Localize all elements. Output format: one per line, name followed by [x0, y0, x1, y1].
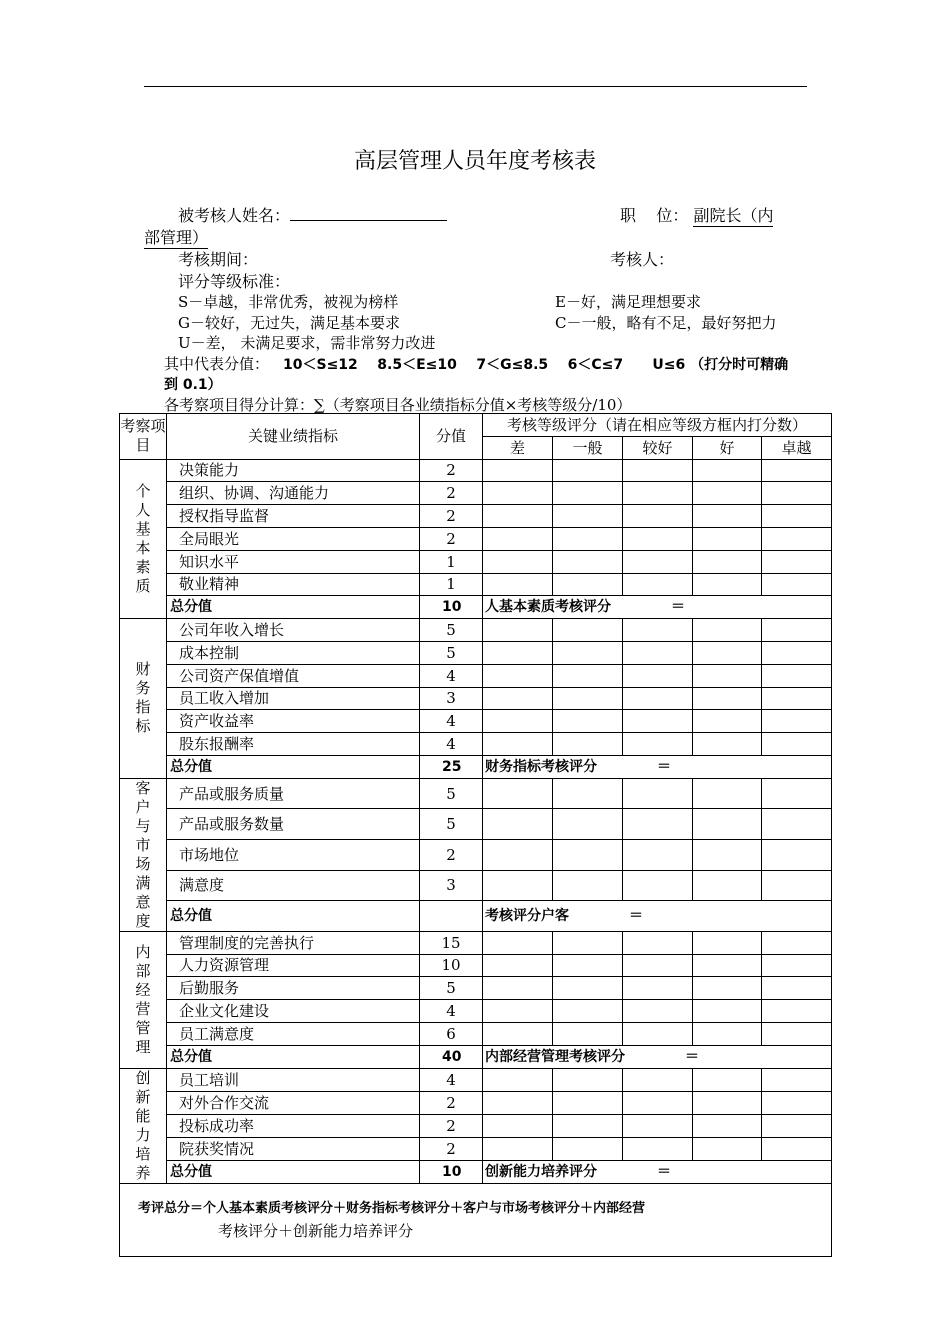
- grade-input-cell[interactable]: [483, 809, 553, 840]
- grade-input-cell[interactable]: [623, 1000, 693, 1023]
- grade-input-cell[interactable]: [483, 954, 553, 977]
- grade-input-cell[interactable]: [693, 527, 762, 550]
- grade-input-cell[interactable]: [693, 550, 762, 573]
- grade-input-cell[interactable]: [483, 1068, 553, 1091]
- total-value: 25: [420, 755, 483, 778]
- score-cell: 5: [420, 619, 483, 642]
- grade-e: E－好，满足理想要求: [555, 293, 701, 311]
- section-score-cell[interactable]: [483, 596, 832, 619]
- grade-input-cell[interactable]: [483, 573, 553, 596]
- grade-input-cell[interactable]: [762, 1068, 832, 1091]
- grade-input-cell[interactable]: [553, 1137, 623, 1160]
- grade-input-cell[interactable]: [553, 870, 623, 901]
- score-cell: 2: [420, 459, 483, 482]
- table-row: [120, 505, 832, 528]
- grade-input-cell[interactable]: [762, 1022, 832, 1045]
- table-row: [120, 1114, 832, 1137]
- grade-input-cell[interactable]: [762, 778, 832, 809]
- grade-input-cell[interactable]: [483, 619, 553, 642]
- total-row: [120, 755, 832, 778]
- grade-input-cell[interactable]: [483, 977, 553, 1000]
- grade-input-cell[interactable]: [762, 1137, 832, 1160]
- header-row: [120, 414, 832, 437]
- score-cell: 1: [420, 573, 483, 596]
- table-row: [120, 687, 832, 710]
- category-label: 客户与市场满意度: [135, 778, 151, 930]
- category-label: 创新能力培养: [135, 1068, 151, 1182]
- kpi-cell: 敬业精神: [167, 573, 420, 596]
- grade-input-cell[interactable]: [623, 870, 693, 901]
- grade-input-cell[interactable]: [693, 1022, 762, 1045]
- grade-input-cell[interactable]: [553, 1091, 623, 1114]
- grade-input-cell[interactable]: [623, 527, 693, 550]
- grade-input-cell[interactable]: [693, 505, 762, 528]
- grade-input-cell[interactable]: [553, 687, 623, 710]
- score-cell: 5: [420, 641, 483, 664]
- grade-input-cell[interactable]: [623, 710, 693, 733]
- equals-sign: ＝: [671, 599, 685, 616]
- score-cell: 2: [420, 482, 483, 505]
- table-row: [120, 527, 832, 550]
- grade-input-cell[interactable]: [693, 482, 762, 505]
- grade-input-cell[interactable]: [553, 664, 623, 687]
- kpi-cell: 知识水平: [167, 550, 420, 573]
- table-row: [120, 482, 832, 505]
- kpi-cell: 授权指导监督: [167, 505, 420, 528]
- kpi-cell: 资产收益率: [167, 710, 420, 733]
- grade-input-cell[interactable]: [553, 459, 623, 482]
- grade-input-cell[interactable]: [623, 459, 693, 482]
- kpi-cell: 全局眼光: [167, 527, 420, 550]
- table-row: [120, 459, 832, 482]
- grade-header: 一般: [553, 436, 623, 459]
- grade-input-cell[interactable]: [693, 977, 762, 1000]
- kpi-cell: 人力资源管理: [167, 954, 420, 977]
- kpi-cell: 公司年收入增长: [167, 619, 420, 642]
- grade-input-cell[interactable]: [623, 778, 693, 809]
- grade-input-cell[interactable]: [553, 1022, 623, 1045]
- section-score-label: 考核评分户客: [485, 907, 569, 924]
- grade-input-cell[interactable]: [623, 687, 693, 710]
- grade-input-cell[interactable]: [693, 459, 762, 482]
- score-cell: 3: [420, 687, 483, 710]
- score-cell: 4: [420, 733, 483, 756]
- grade-g: G－较好，无过失，满足基本要求: [178, 314, 400, 332]
- grade-input-cell[interactable]: [693, 1137, 762, 1160]
- score-cell: 2: [420, 527, 483, 550]
- position-value-cont: 部管理）: [144, 225, 208, 249]
- grade-input-cell[interactable]: [762, 809, 832, 840]
- score-cell: 15: [420, 931, 483, 954]
- grade-input-cell[interactable]: [762, 931, 832, 954]
- grade-input-cell[interactable]: [762, 505, 832, 528]
- kpi-cell: 对外合作交流: [167, 1091, 420, 1114]
- score-cell: 10: [420, 954, 483, 977]
- period-label: 考核期间：: [178, 250, 259, 269]
- score-cell: 2: [420, 1091, 483, 1114]
- grade-input-cell[interactable]: [553, 1000, 623, 1023]
- grade-input-cell[interactable]: [693, 573, 762, 596]
- grade-input-cell[interactable]: [483, 1022, 553, 1045]
- category-cell: [120, 778, 167, 931]
- category-label: 个人基本素质: [135, 481, 151, 595]
- table-row: [120, 664, 832, 687]
- grade-input-cell[interactable]: [762, 710, 832, 733]
- grade-input-cell[interactable]: [693, 931, 762, 954]
- grade-input-cell[interactable]: [553, 527, 623, 550]
- grade-input-cell[interactable]: [693, 839, 762, 870]
- grade-input-cell[interactable]: [553, 977, 623, 1000]
- grade-input-cell[interactable]: [623, 482, 693, 505]
- score-cell: 5: [420, 977, 483, 1000]
- table-row: [120, 641, 832, 664]
- grade-input-cell[interactable]: [693, 619, 762, 642]
- kpi-cell: 满意度: [167, 870, 420, 901]
- grade-input-cell[interactable]: [623, 664, 693, 687]
- section-score-label: 内部经营管理考核评分: [485, 1048, 625, 1065]
- grade-header: 较好: [623, 436, 693, 459]
- grade-input-cell[interactable]: [483, 459, 553, 482]
- grade-input-cell[interactable]: [693, 641, 762, 664]
- total-label: 总分值: [167, 596, 420, 619]
- grade-input-cell[interactable]: [553, 641, 623, 664]
- table-row: [120, 977, 832, 1000]
- equals-sign: ＝: [629, 907, 643, 924]
- grade-input-cell[interactable]: [623, 505, 693, 528]
- score-cell: 2: [420, 1114, 483, 1137]
- table-row: [120, 550, 832, 573]
- table-row: [120, 809, 832, 840]
- kpi-cell: 后勤服务: [167, 977, 420, 1000]
- page-title: 高层管理人员年度考核表: [353, 149, 596, 174]
- kpi-cell: 投标成功率: [167, 1114, 420, 1137]
- grade-input-cell[interactable]: [483, 733, 553, 756]
- evaluator-label: 考核人：: [610, 250, 675, 269]
- header-item: 考察项目: [120, 414, 167, 460]
- score-cell: 2: [420, 839, 483, 870]
- grade-input-cell[interactable]: [483, 870, 553, 901]
- section-score-cell[interactable]: [483, 1160, 832, 1183]
- footer-row: [120, 1183, 832, 1256]
- total-label: 总分值: [167, 1045, 420, 1068]
- grade-input-cell[interactable]: [483, 550, 553, 573]
- grade-input-cell[interactable]: [483, 482, 553, 505]
- table-row: [120, 839, 832, 870]
- table-row: [120, 1022, 832, 1045]
- table-row: [120, 733, 832, 756]
- grade-input-cell[interactable]: [623, 550, 693, 573]
- equals-sign: ＝: [657, 1163, 671, 1180]
- grade-input-cell[interactable]: [553, 482, 623, 505]
- total-label: 总分值: [167, 755, 420, 778]
- grade-header: 差: [483, 436, 553, 459]
- grade-input-cell[interactable]: [762, 527, 832, 550]
- grade-input-cell[interactable]: [623, 1022, 693, 1045]
- grade-input-cell[interactable]: [483, 1000, 553, 1023]
- section-score-label: 人基本素质考核评分: [485, 599, 611, 616]
- name-label: 被考核人姓名：: [178, 203, 447, 226]
- grade-input-cell[interactable]: [623, 619, 693, 642]
- grade-input-cell[interactable]: [483, 505, 553, 528]
- table-row: [120, 1068, 832, 1091]
- grade-input-cell[interactable]: [553, 778, 623, 809]
- grade-input-cell[interactable]: [623, 1137, 693, 1160]
- category-cell: [120, 931, 167, 1068]
- table-row: [120, 931, 832, 954]
- total-row: [120, 596, 832, 619]
- table-body: [120, 414, 832, 1257]
- total-formula-line2: 考核评分＋创新能力培养评分: [218, 1221, 414, 1240]
- grade-input-cell[interactable]: [693, 710, 762, 733]
- grade-input-cell[interactable]: [693, 870, 762, 901]
- grade-input-cell[interactable]: [693, 1091, 762, 1114]
- grade-header: 卓越: [762, 436, 832, 459]
- grade-input-cell[interactable]: [623, 1068, 693, 1091]
- grade-input-cell[interactable]: [693, 809, 762, 840]
- grade-input-cell[interactable]: [693, 664, 762, 687]
- grade-input-cell[interactable]: [762, 550, 832, 573]
- category-label: 财务指标: [135, 660, 151, 736]
- kpi-cell: 股东报酬率: [167, 733, 420, 756]
- position-value: 副院长（内: [693, 203, 773, 227]
- table-row: [120, 573, 832, 596]
- section-score-cell[interactable]: [483, 901, 832, 932]
- total-formula-cell: [120, 1183, 832, 1256]
- grade-input-cell[interactable]: [553, 710, 623, 733]
- total-value: 40: [420, 1045, 483, 1068]
- grade-input-cell[interactable]: [762, 1091, 832, 1114]
- grade-input-cell[interactable]: [483, 1091, 553, 1114]
- grade-input-cell[interactable]: [623, 809, 693, 840]
- category-cell: [120, 1068, 167, 1183]
- grade-input-cell[interactable]: [623, 931, 693, 954]
- grade-input-cell[interactable]: [623, 641, 693, 664]
- grade-header: 好: [693, 436, 762, 459]
- total-row: [120, 901, 832, 932]
- score-cell: 4: [420, 1000, 483, 1023]
- grade-input-cell[interactable]: [762, 482, 832, 505]
- grade-u: U－差， 未满足要求，需非常努力改进: [178, 334, 436, 352]
- grade-input-cell[interactable]: [553, 573, 623, 596]
- score-values-cont: 到 0.1）: [164, 377, 222, 393]
- grade-input-cell[interactable]: [762, 1000, 832, 1023]
- kpi-cell: 市场地位: [167, 839, 420, 870]
- grade-input-cell[interactable]: [762, 664, 832, 687]
- category-label: 内部经营管理: [135, 942, 151, 1056]
- table-row: [120, 778, 832, 809]
- kpi-cell: 企业文化建设: [167, 1000, 420, 1023]
- grade-input-cell[interactable]: [762, 733, 832, 756]
- kpi-cell: 管理制度的完善执行: [167, 931, 420, 954]
- grade-input-cell[interactable]: [483, 778, 553, 809]
- kpi-cell: 产品或服务数量: [167, 809, 420, 840]
- grade-input-cell[interactable]: [623, 573, 693, 596]
- score-cell: 5: [420, 778, 483, 809]
- total-value: [420, 901, 483, 932]
- kpi-cell: 院获奖情况: [167, 1137, 420, 1160]
- kpi-cell: 公司资产保值增值: [167, 664, 420, 687]
- grade-input-cell[interactable]: [762, 459, 832, 482]
- total-value: 10: [420, 1160, 483, 1183]
- section-score-cell[interactable]: [483, 755, 832, 778]
- section-score-label: 财务指标考核评分: [485, 758, 597, 775]
- score-cell: 3: [420, 870, 483, 901]
- grade-input-cell[interactable]: [553, 505, 623, 528]
- grade-input-cell[interactable]: [553, 1068, 623, 1091]
- total-label: 总分值: [167, 1160, 420, 1183]
- top-rule: [144, 86, 807, 87]
- score-cell: 2: [420, 505, 483, 528]
- table-row: [120, 710, 832, 733]
- kpi-cell: 产品或服务质量: [167, 778, 420, 809]
- equals-sign: ＝: [657, 758, 671, 775]
- total-label: 总分值: [167, 901, 420, 932]
- grade-input-cell[interactable]: [623, 977, 693, 1000]
- category-cell: [120, 619, 167, 779]
- grade-input-cell[interactable]: [693, 1068, 762, 1091]
- table-row: [120, 619, 832, 642]
- score-cell: 2: [420, 1137, 483, 1160]
- grade-input-cell[interactable]: [762, 619, 832, 642]
- grade-input-cell[interactable]: [483, 931, 553, 954]
- name-field[interactable]: [290, 203, 447, 221]
- grade-input-cell[interactable]: [553, 954, 623, 977]
- table-row: [120, 1000, 832, 1023]
- grade-input-cell[interactable]: [762, 977, 832, 1000]
- grade-input-cell[interactable]: [483, 641, 553, 664]
- header-kpi: 关键业绩指标: [167, 414, 420, 460]
- score-values: 其中代表分值： 10＜S≤12 8.5＜E≤10 7＜G≤8.5 6＜C≤7 U≤6 （打分时可精确: [164, 355, 789, 373]
- equals-sign: ＝: [685, 1048, 699, 1065]
- total-row: [120, 1160, 832, 1183]
- grade-input-cell[interactable]: [553, 931, 623, 954]
- grade-input-cell[interactable]: [623, 954, 693, 977]
- grade-input-cell[interactable]: [762, 573, 832, 596]
- score-cell: 5: [420, 809, 483, 840]
- grade-input-cell[interactable]: [693, 778, 762, 809]
- kpi-cell: 员工满意度: [167, 1022, 420, 1045]
- table-row: [120, 1137, 832, 1160]
- grade-input-cell[interactable]: [762, 870, 832, 901]
- appraisal-table: [119, 413, 832, 1257]
- grade-input-cell[interactable]: [623, 733, 693, 756]
- kpi-cell: 组织、协调、沟通能力: [167, 482, 420, 505]
- grade-input-cell[interactable]: [553, 619, 623, 642]
- grade-input-cell[interactable]: [623, 1091, 693, 1114]
- table-row: [120, 954, 832, 977]
- total-value: 10: [420, 596, 483, 619]
- kpi-cell: 员工培训: [167, 1068, 420, 1091]
- grade-c: C－一般，略有不足，最好努把力: [555, 314, 777, 332]
- grade-input-cell[interactable]: [762, 687, 832, 710]
- score-cell: 4: [420, 1068, 483, 1091]
- grade-input-cell[interactable]: [693, 1114, 762, 1137]
- header-grade: 考核等级评分（请在相应等级方框内打分数）: [483, 414, 832, 437]
- score-cell: 4: [420, 710, 483, 733]
- grade-input-cell[interactable]: [762, 1114, 832, 1137]
- grade-input-cell[interactable]: [553, 733, 623, 756]
- grade-input-cell[interactable]: [762, 954, 832, 977]
- grade-input-cell[interactable]: [553, 550, 623, 573]
- grade-input-cell[interactable]: [762, 839, 832, 870]
- grade-input-cell[interactable]: [693, 1000, 762, 1023]
- score-cell: 6: [420, 1022, 483, 1045]
- grade-input-cell[interactable]: [623, 839, 693, 870]
- total-row: [120, 1045, 832, 1068]
- grade-standard-label: 评分等级标准：: [178, 272, 291, 291]
- score-cell: 4: [420, 664, 483, 687]
- grade-input-cell[interactable]: [483, 710, 553, 733]
- table-row: [120, 870, 832, 901]
- section-score-cell[interactable]: [483, 1045, 832, 1068]
- grade-input-cell[interactable]: [553, 839, 623, 870]
- grade-input-cell[interactable]: [623, 1114, 693, 1137]
- score-cell: 1: [420, 550, 483, 573]
- grade-input-cell[interactable]: [483, 687, 553, 710]
- section-score-label: 创新能力培养评分: [485, 1163, 597, 1180]
- grade-input-cell[interactable]: [553, 1114, 623, 1137]
- kpi-cell: 决策能力: [167, 459, 420, 482]
- grade-s: S－卓越，非常优秀，被视为榜样: [178, 293, 399, 311]
- grade-input-cell[interactable]: [762, 641, 832, 664]
- grade-input-cell[interactable]: [693, 733, 762, 756]
- grade-input-cell[interactable]: [483, 664, 553, 687]
- kpi-cell: 成本控制: [167, 641, 420, 664]
- position-field: 职 位： 副院长（内: [620, 203, 773, 227]
- header-score: 分值: [420, 414, 483, 460]
- grade-input-cell[interactable]: [693, 954, 762, 977]
- grade-input-cell[interactable]: [553, 809, 623, 840]
- calc-formula: 各考察项目得分计算：∑（考察项目各业绩指标分值×考核等级分/10）: [164, 396, 632, 414]
- grade-input-cell[interactable]: [483, 1114, 553, 1137]
- grade-input-cell[interactable]: [483, 527, 553, 550]
- grade-input-cell[interactable]: [693, 687, 762, 710]
- category-cell: [120, 459, 167, 619]
- table-row: [120, 1091, 832, 1114]
- grade-input-cell[interactable]: [483, 839, 553, 870]
- total-formula-line1: 考评总分＝个人基本素质考核评分＋财务指标考核评分＋客户与市场考核评分＋内部经营: [138, 1200, 646, 1216]
- grade-input-cell[interactable]: [483, 1137, 553, 1160]
- kpi-cell: 员工收入增加: [167, 687, 420, 710]
